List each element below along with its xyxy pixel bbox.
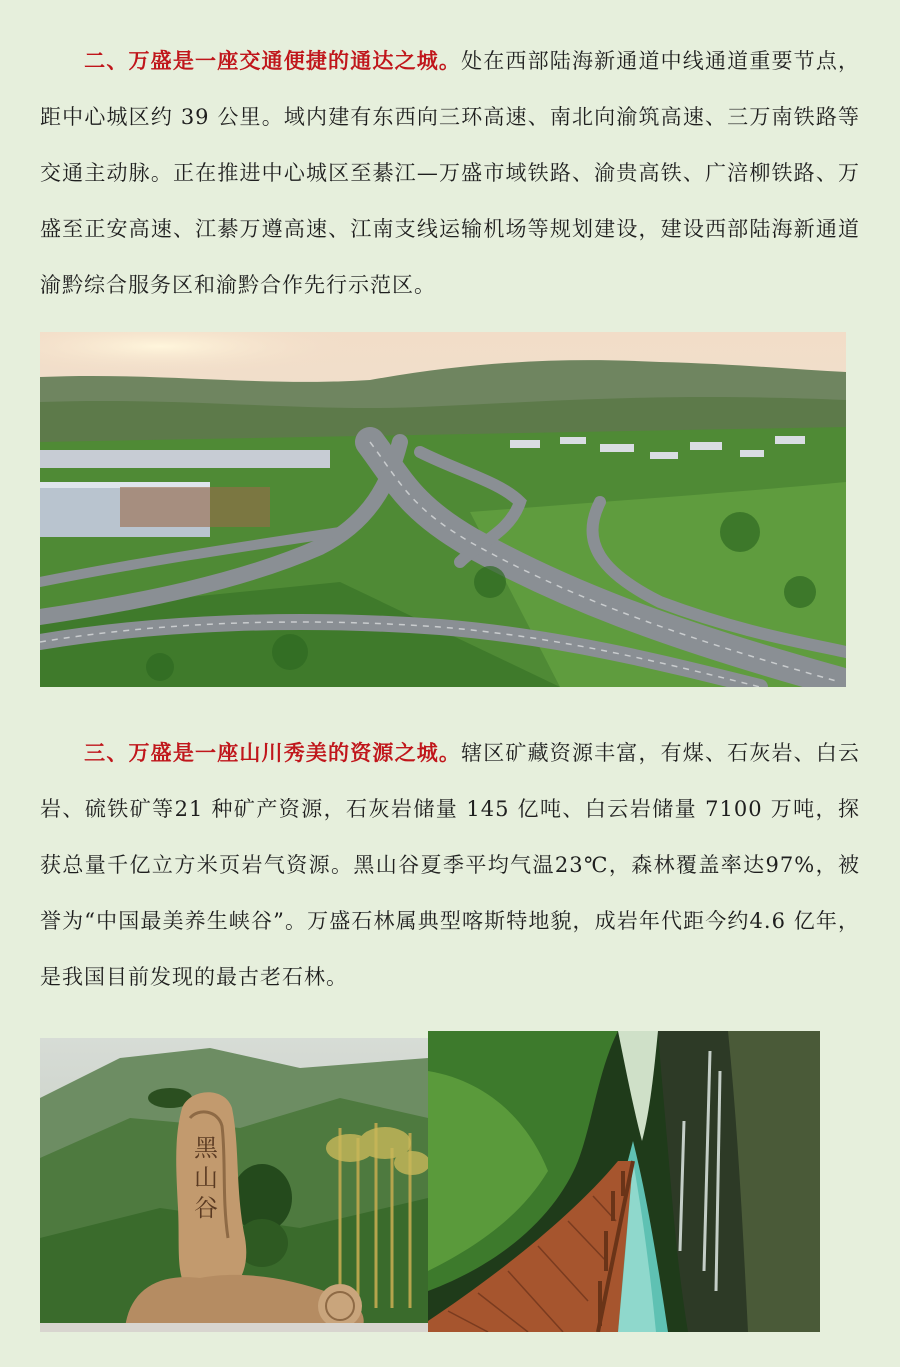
section-3-paragraph bbox=[40, 725, 860, 1005]
section-3-heading: 三、万盛是一座山川秀美的资源之城。 bbox=[84, 741, 462, 765]
section-2-paragraph bbox=[40, 33, 860, 313]
highway-interchange-photo bbox=[40, 332, 846, 687]
section-2-heading: 二、万盛是一座交通便捷的通达之城。 bbox=[84, 49, 462, 73]
stone-char-2: 山 bbox=[194, 1164, 218, 1192]
canyon-boardwalk-photo bbox=[428, 1031, 820, 1332]
section-2-body: 处在西部陆海新通道中线通道重要节点，距中心城区约 39 公里。域内建有东西向三环高速、南北向渝筑高速、三万南铁路等交通主动脉。正在推进中心城区至綦江—万盛市域铁路、渝贵高铁、广涪柳铁路、万盛至正安高速、江綦万遵高速、江南支线运输机场等规划建设，建设西部陆海新通道渝黔综合服务区和渝黔合作先行示范区。 bbox=[40, 49, 861, 297]
stone-char-3: 谷 bbox=[194, 1194, 218, 1222]
stone-char-1: 黑 bbox=[194, 1134, 218, 1162]
section-3-body: 辖区矿藏资源丰富，有煤、石灰岩、白云岩、硫铁矿等21 种矿产资源，石灰岩储量 145 亿吨、白云岩储量 7100 万吨，探获总量千亿立方米页岩气资源。黑山谷夏季平均气温23℃，森林覆盖率达97%，被誉为“中国最美养生峡谷”。万盛石林属典型喀斯特地貌，成岩年代距今约4.6 亿年，是我国目前发现的最古老石林。 bbox=[40, 741, 861, 989]
heishangu-stone-sign-photo bbox=[40, 1038, 428, 1332]
